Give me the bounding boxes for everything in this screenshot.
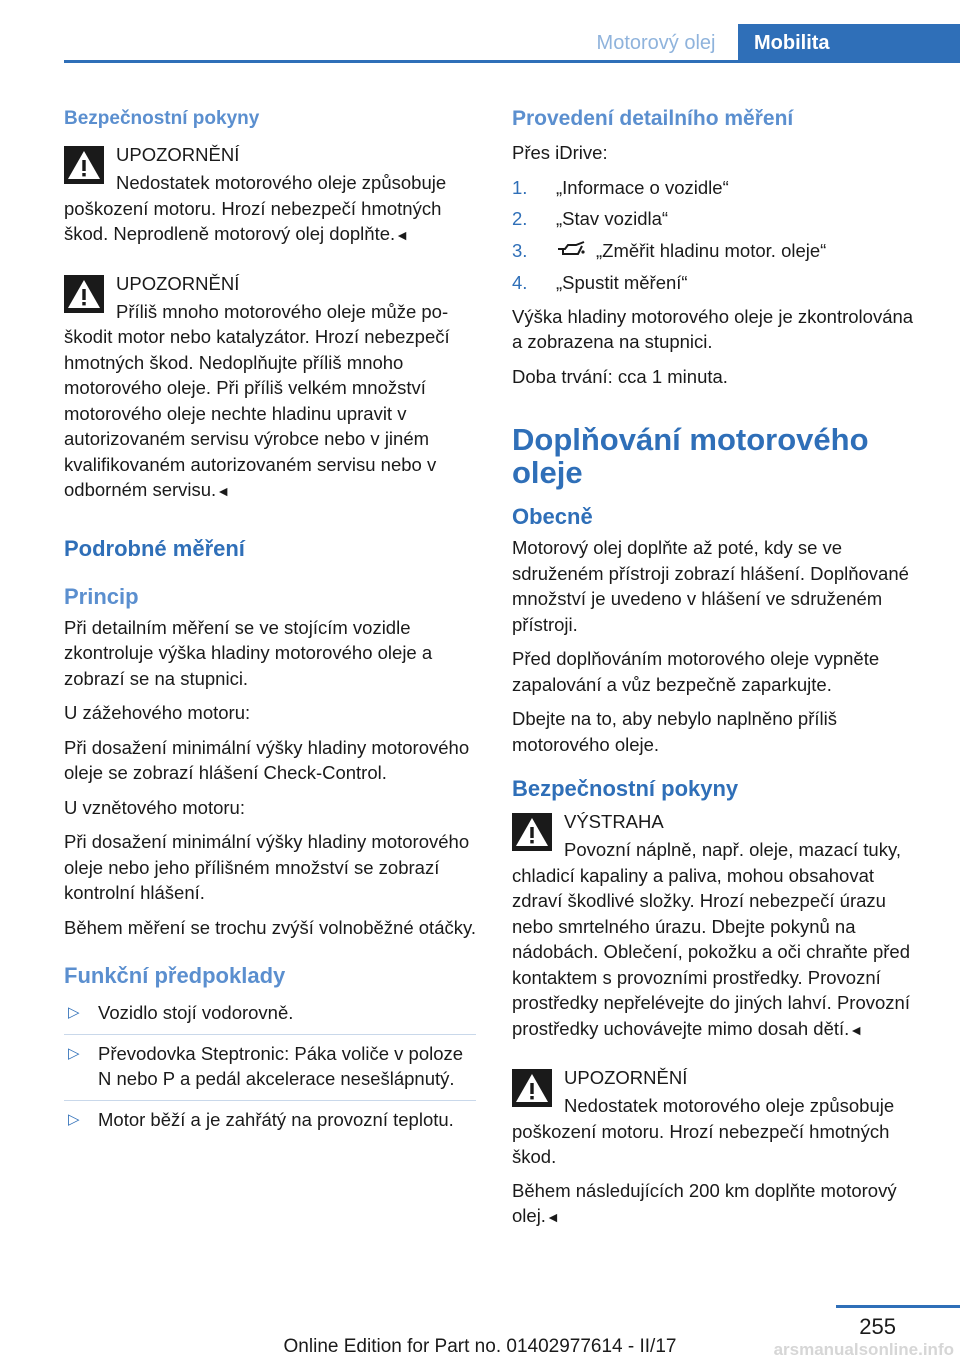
footer-divider — [836, 1305, 960, 1308]
paragraph: Před doplňováním motorového oleje vypněte zapalování a vůz bezpečně zaparkujte. — [512, 648, 880, 695]
paragraph: Při dosažení minimální výšky hladiny motorového oleje se zobrazí hlášení Check-Control. — [64, 736, 470, 783]
oil-can-icon — [556, 239, 586, 265]
page-number: 255 — [859, 1314, 896, 1339]
paragraph: Při detailním měření se ve stojícím vozidle zkontroluje výška hladiny motorového oleje a zobrazí se na stupnici. — [64, 616, 433, 689]
warning-text: poškození motoru. Hrozí nebezpečí hmotných škod. — [512, 1120, 890, 1168]
warning-label: VÝSTRAHA — [564, 811, 664, 833]
prerequisites-list — [64, 994, 476, 1140]
paragraph: Během následujících 200 km doplňte motorový olej.◄ — [512, 1179, 897, 1227]
paragraph: Při dosažení minimální výšky hladiny motorového oleje nebo jeho přílišném množství se zobrazí kontrolní hlášení. — [64, 831, 470, 903]
warning-text: poškození motoru. Hrozí nebezpečí hmotných škod. Neprodleně motorový olej doplňte. — [64, 197, 442, 244]
warning-label: UPOZORNĚNÍ — [116, 144, 240, 165]
warning-text: chladicí kapaliny a paliva, mohou obsahovat zdraví škodlivé složky. Hrozí nebezpečí úrazu nebo smrtelného úrazu. Dbejte pokynů na nádobách. Oblečení, pokožku a oči chraňte před kontaktem s provozními prostředky. Provozní prostředky nepřelévejte do jiných lahví. Provozní prostředky uchovávejte mimo dosah dětí. — [512, 864, 911, 1039]
safety-heading: Bezpečnostní pokyny — [512, 776, 739, 802]
principle-heading: Princip — [64, 583, 139, 609]
warning-text: škodit motor nebo katalyzátor. Hrozí nebezpečí hmotných škod. Nedoplňujte příliš mnoho motorového oleje. Při příliš velkém množství motorového oleje nechte hladinu upravit v autorizovaném servisu výrobce nebo v jiném kvalifikovaném autorizovaném servisu nebo v odborném servisu. — [64, 326, 450, 500]
triangle-bullet-icon: ▷ — [68, 1110, 80, 1128]
paragraph: Výška hladiny motorového oleje je zkontrolována a zobrazena na stupnici. — [512, 305, 914, 353]
list-item: 2. „Stav vozidla“ — [512, 208, 669, 229]
refill-heading: Doplňování motorového oleje — [512, 422, 869, 491]
list-item: ▷ Vozidlo stojí vodorovně. — [64, 994, 476, 1035]
paragraph: Doba trvání: cca 1 minuta. — [512, 365, 728, 387]
watermark: arsmanualsonline.info — [773, 1340, 954, 1359]
warning-triangle-icon — [512, 1069, 552, 1107]
general-heading: Obecně — [512, 504, 593, 530]
left-column — [64, 100, 476, 1140]
section-tab-engine-oil[interactable]: Motorový olej — [596, 31, 716, 54]
safety-heading: Bezpečnostní pokyny — [64, 108, 260, 129]
page-header — [0, 24, 960, 62]
warning-block: UPOZORNĚNÍ Nedostatek motorového oleje způsobuje poškození motoru. Hrozí nebezpečí hmotných škod. Neprodleně motorový olej doplňte.◄ — [64, 140, 476, 249]
warning-first-line: Nedostatek motorového oleje způsobuje — [564, 1095, 895, 1117]
warning-block: UPOZORNĚNÍ Příliš mnoho motorového oleje může po- škodit motor nebo katalyzátor. Hrozí nebezpečí hmotných škod. Nedoplňujte příliš mnoho motorového oleje. Při příliš velkém množství motorového oleje nechte hladinu upravit v autorizovaném servisu výrobce nebo v jiném kvalifikovaném autorizovaném servisu nebo v odborném servisu.◄ — [64, 269, 476, 505]
right-column — [512, 100, 926, 1240]
triangle-bullet-icon: ▷ — [68, 1044, 80, 1062]
warning-block: VÝSTRAHA Povozní náplně, např. oleje, mazací tuky, chladicí kapaliny a paliva, mohou obsahovat zdraví škodlivé složky. Hrozí nebezpečí úrazu nebo smrtelného úrazu. Dbejte pokynů na nádobách. Oblečení, pokožku a oči chraňte před kontaktem s provozními prostředky. Provozní prostředky nepřelévejte do jiných lahví. Provozní prostředky uchovávejte mimo dosah dětí.◄ — [512, 807, 926, 1043]
paragraph: U zážehového motoru: — [64, 702, 251, 723]
edition-note: Online Edition for Part no. 01402977614 - II/17 — [283, 1336, 677, 1357]
warning-first-line: Příliš mnoho motorového oleje může po- — [116, 300, 449, 322]
prerequisites-heading: Funkční předpoklady — [64, 963, 286, 988]
measure-procedure-heading: Provedení detailního měření — [512, 107, 794, 130]
list-item: 1. „Informace o vozidle“ — [512, 176, 729, 198]
header-divider — [64, 60, 960, 63]
detail-measurement-heading: Podrobné měření — [64, 535, 245, 561]
section-tab-mobility[interactable]: Mobilita — [738, 24, 960, 62]
list-item: 4. „Spustit měření“ — [512, 272, 688, 294]
warning-block — [512, 1063, 926, 1170]
warning-first-line: Povozní náplně, např. oleje, mazací tuky, — [564, 839, 901, 861]
warning-triangle-icon — [64, 275, 104, 313]
list-item: ▷ Převodovka Steptronic: Páka voliče v poloze N nebo P a pedál akcelerace nesešlápnutý. — [64, 1035, 476, 1101]
paragraph: Dbejte na to, aby nebylo naplněno příliš motorového oleje. — [512, 708, 837, 755]
list-item: ▷ Motor běží a je zahřátý na provozní teplotu. — [64, 1101, 476, 1141]
warning-first-line: Nedostatek motorového oleje způsobuje — [116, 172, 447, 193]
paragraph: U vznětového motoru: — [64, 796, 245, 818]
paragraph: Motorový olej doplňte až poté, kdy se ve sdruženém přístroji zobrazí hlášení. Doplňované množství je uvedeno v hlášení ve sdruženém přístroji. — [512, 537, 909, 635]
steps-list — [512, 175, 926, 296]
paragraph: Během měření se trochu zvýší volnoběžné otáčky. — [64, 916, 476, 938]
triangle-bullet-icon: ▷ — [68, 1004, 80, 1021]
warning-label: UPOZORNĚNÍ — [116, 272, 240, 294]
list-item: 3. „Změřit hladinu motor. oleje“ — [512, 238, 926, 265]
warning-triangle-icon — [64, 146, 104, 184]
warning-label: UPOZORNĚNÍ — [564, 1067, 688, 1089]
warning-triangle-icon — [512, 813, 552, 851]
paragraph: Přes iDrive: — [512, 142, 608, 163]
